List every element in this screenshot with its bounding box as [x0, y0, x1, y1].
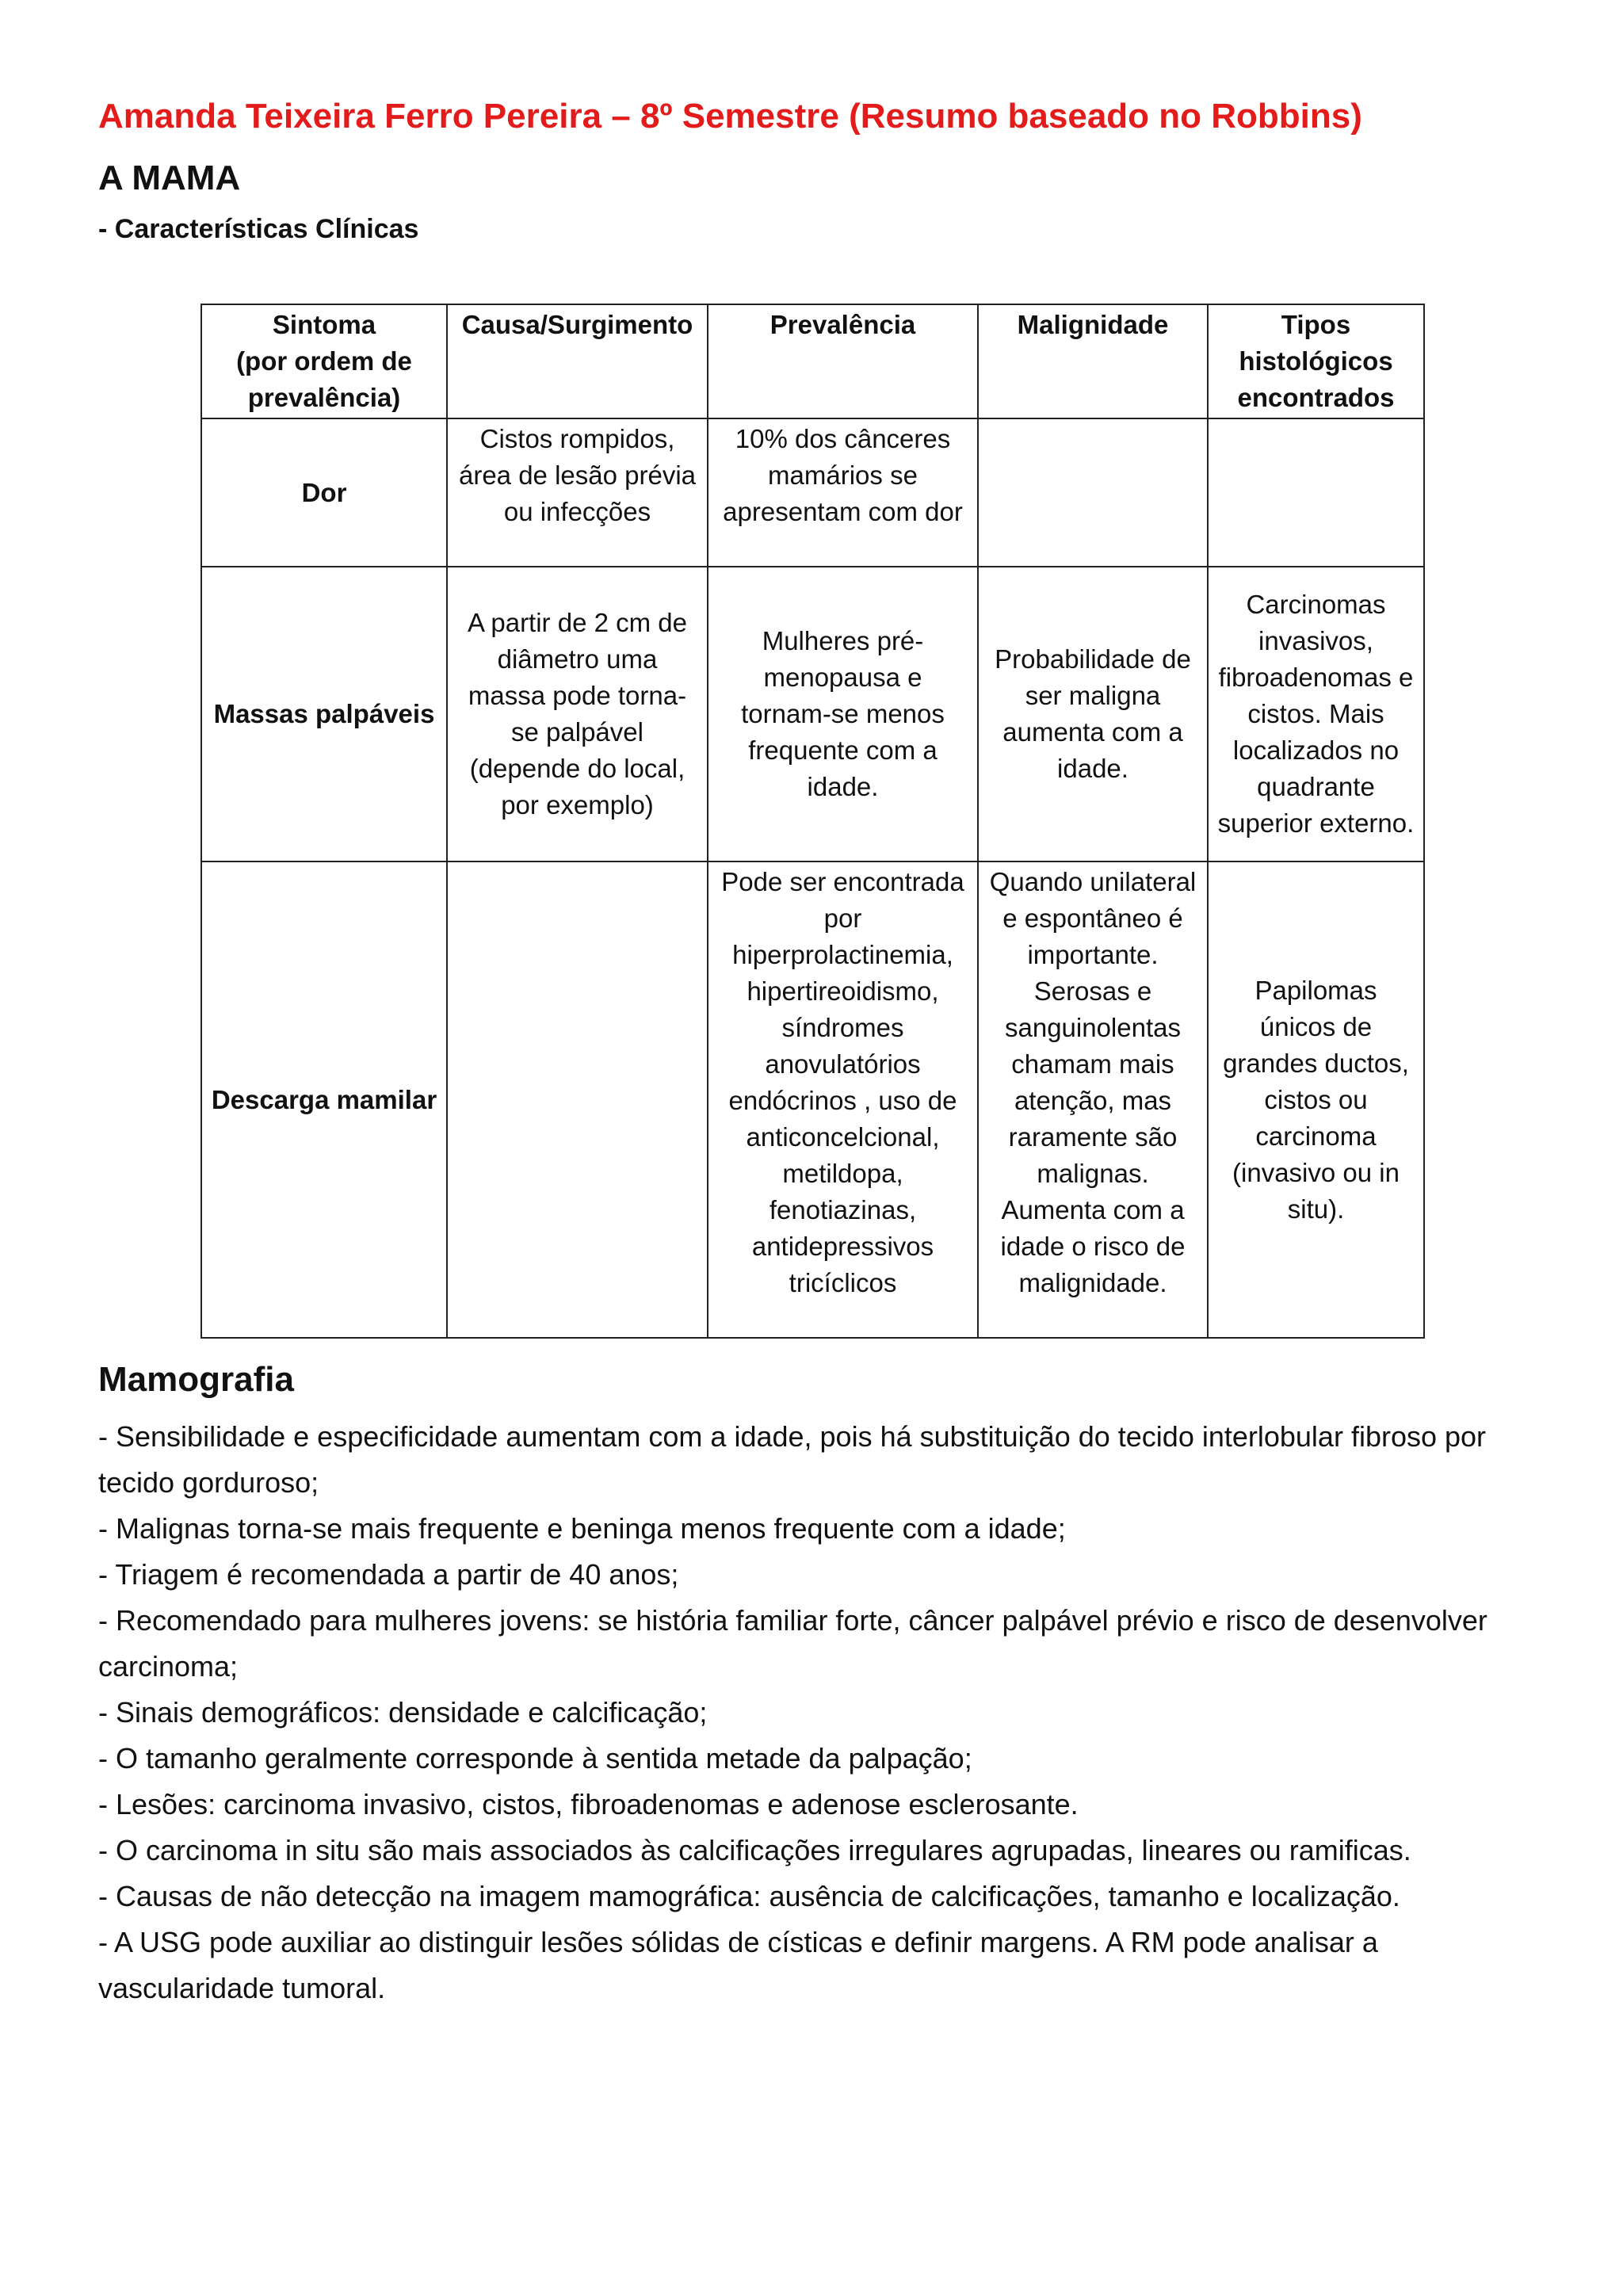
cell-tipos — [1208, 418, 1424, 567]
cell-causa: Cistos rompidos, área de lesão prévia ou infecções — [447, 418, 708, 567]
list-item: - O tamanho geralmente corresponde à sentida metade da palpação; — [98, 1742, 972, 1775]
page-title: A MAMA — [98, 159, 241, 197]
author-line: Amanda Teixeira Ferro Pereira – 8º Semestre (Resumo baseado no Robbins) — [98, 97, 1362, 136]
list-item: - O carcinoma in situ são mais associados às calcificações irregulares agrupadas, lineares ou ramificas. — [98, 1834, 1411, 1866]
cell-malignidade: Probabilidade de ser maligna aumenta com a idade. — [978, 567, 1208, 861]
list-item: - Causas de não detecção na imagem mamográfica: ausência de calcificações, tamanho e localização. — [98, 1880, 1400, 1912]
cell-sintoma: Descarga mamilar — [201, 861, 447, 1338]
header-tipos — [1208, 304, 1424, 418]
header-causa-text: Causa/Surgimento — [461, 310, 693, 339]
list-item: - Sinais demográficos: densidade e calcificação; — [98, 1696, 708, 1729]
header-prevalencia — [708, 304, 978, 418]
list-item: - Malignas torna-se mais frequente e beninga menos frequente com a idade; — [98, 1512, 1066, 1545]
cell-prevalencia: Pode ser encontrada por hiperprolactinemia, hipertireoidismo, síndromes anovulatórios endócrinos , uso de anticoncelcional, metildopa, fenotiazinas, antidepressivos tricíclicos — [708, 861, 978, 1338]
cell-tipos: Papilomas únicos de grandes ductos, cistos ou carcinoma (invasivo ou in situ). — [1208, 861, 1424, 1338]
header-tipos-text: Tipos histológicos encontrados — [1237, 310, 1395, 412]
cell-causa — [447, 861, 708, 1338]
header-sintoma-text: Sintoma (por ordem de prevalência) — [236, 310, 412, 412]
table-row — [201, 418, 1424, 567]
cell-sintoma: Massas palpáveis — [201, 567, 447, 861]
clinical-features-table — [200, 304, 1425, 1339]
mamografia-heading: Mamografia — [98, 1360, 294, 1399]
section-subtitle: - Características Clínicas — [98, 214, 419, 244]
table-header-row — [201, 304, 1424, 418]
list-item: - Sensibilidade e especificidade aumentam com a idade, pois há substituição do tecido interlobular fibroso por tecido gorduroso; — [98, 1420, 1487, 1499]
header-malignidade — [978, 304, 1208, 418]
table-row — [201, 861, 1424, 1338]
list-item: - Lesões: carcinoma invasivo, cistos, fibroadenomas e adenose esclerosante. — [98, 1788, 1079, 1820]
list-item: - Triagem é recomendada a partir de 40 anos; — [98, 1558, 679, 1591]
header-prevalencia-text: Prevalência — [769, 310, 916, 339]
cell-causa: A partir de 2 cm de diâmetro uma massa pode torna-se palpável (depende do local, por exemplo) — [447, 567, 708, 861]
cell-sintoma: Dor — [201, 418, 447, 567]
cell-prevalencia: 10% dos cânceres mamários se apresentam com dor — [708, 418, 978, 567]
header-sintoma — [201, 304, 447, 418]
mamografia-list — [98, 1414, 1525, 2011]
cell-tipos: Carcinomas invasivos, fibroadenomas e cistos. Mais localizados no quadrante superior externo. — [1208, 567, 1424, 861]
cell-malignidade — [978, 418, 1208, 567]
cell-malignidade: Quando unilateral e espontâneo é importante. Serosas e sanguinolentas chamam mais atenção, mas raramente são malignas. Aumenta com a idade o risco de malignidade. — [978, 861, 1208, 1338]
header-malignidade-text: Malignidade — [1017, 310, 1169, 339]
list-item: - Recomendado para mulheres jovens: se história familiar forte, câncer palpável prévio e risco de desenvolver carcinoma; — [98, 1604, 1487, 1683]
cell-prevalencia: Mulheres pré-menopausa e tornam-se menos frequente com a idade. — [708, 567, 978, 861]
list-item: - A USG pode auxiliar ao distinguir lesões sólidas de císticas e definir margens. A RM pode analisar a vascularidade tumoral. — [98, 1926, 1378, 2004]
header-causa — [447, 304, 708, 418]
table-row — [201, 567, 1424, 861]
